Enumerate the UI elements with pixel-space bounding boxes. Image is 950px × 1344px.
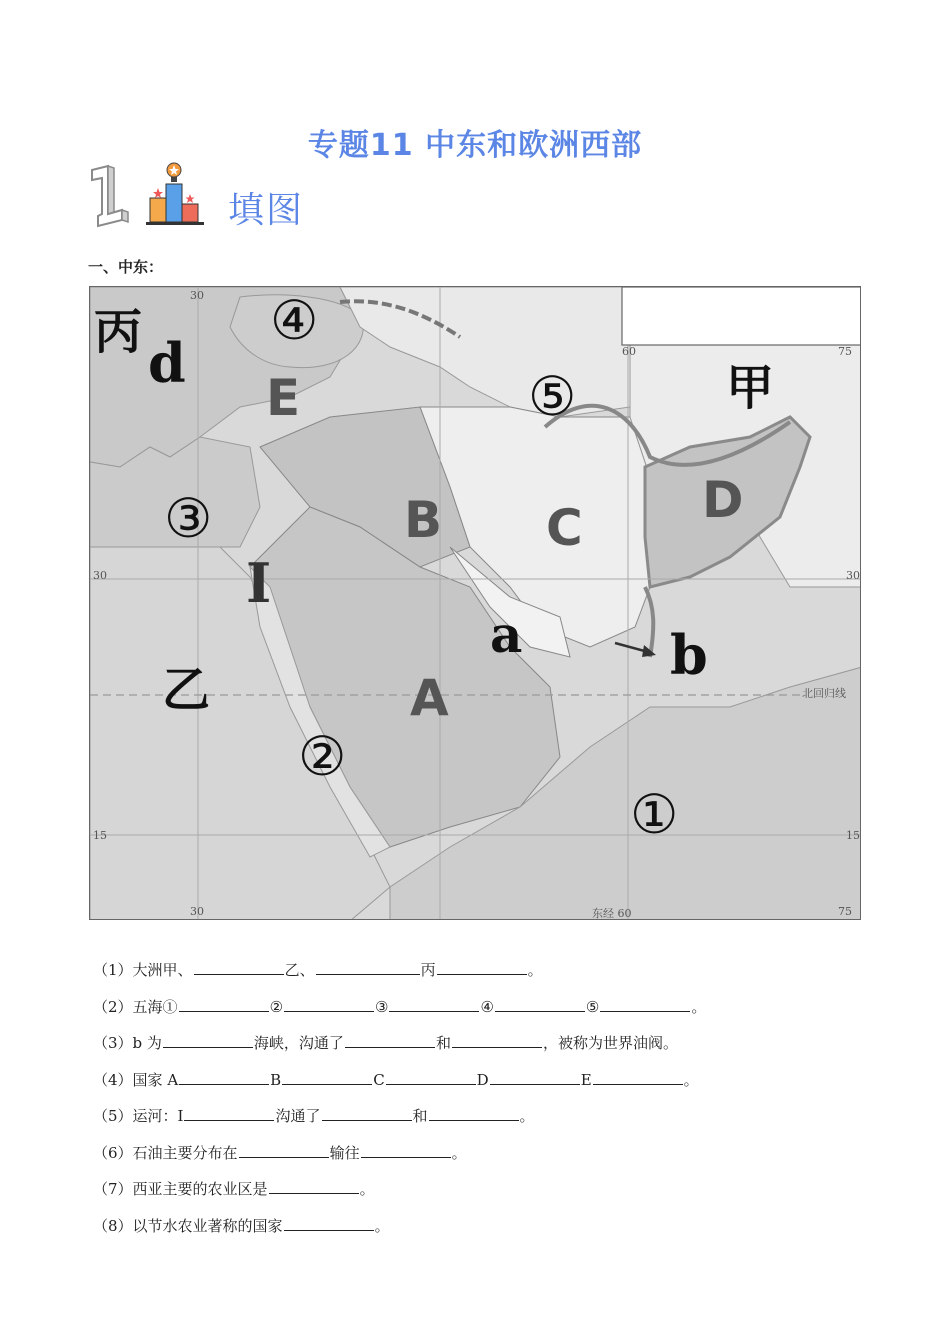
grid-label-bottom-75: 75 [838,905,852,918]
question-2: （2）五海① ② ③ ④ ⑤ 。 [93,997,707,1016]
answer-blank[interactable] [282,1069,372,1085]
grid-label-left-30: 30 [93,569,107,582]
answer-blank[interactable] [269,1178,359,1194]
grid-label-top-75: 75 [838,345,852,358]
subsection-heading: 一、中东： [88,258,164,276]
sea-label-1: ① [630,783,679,846]
grid-label-top-60: 60 [622,345,636,358]
question-6: （6）石油主要分布在 输往 。 [93,1143,467,1162]
question-4: （4）国家 A B C D E 。 [93,1070,699,1089]
answer-blank[interactable] [490,1069,580,1085]
answer-blank[interactable] [179,996,269,1012]
answer-blank[interactable] [389,996,479,1012]
number-1-icon [88,164,132,228]
section-header [88,160,348,230]
country-label-d: D [702,471,744,529]
answer-blank[interactable] [179,1069,269,1085]
sea-label-3: ③ [164,487,213,550]
answer-blank[interactable] [322,1105,412,1121]
grid-label-left-15: 15 [93,829,107,842]
answer-blank[interactable] [284,996,374,1012]
answer-blank[interactable] [361,1142,451,1158]
canal-label-i: I [246,551,272,615]
continent-label-jia: 甲 [726,360,775,416]
answer-blank[interactable] [437,959,527,975]
continent-label-bing: 丙 [94,304,143,360]
question-list [93,958,873,1250]
page-title: 专题11 中东和欧洲西部 [307,128,643,163]
answer-blank[interactable] [345,1032,435,1048]
trophy-bar-chart-icon [144,160,208,228]
answer-blank[interactable] [495,996,585,1012]
answer-blank[interactable] [184,1105,274,1121]
grid-label-top-30: 30 [190,289,204,302]
country-label-c: C [546,499,583,557]
grid-label-right-15: 15 [846,829,860,842]
point-label-d: d [148,331,186,395]
answer-blank[interactable] [163,1032,253,1048]
question-1: （1）大洲甲、 乙、 丙 。 [93,961,543,979]
point-label-a: a [490,605,523,664]
sea-label-2: ② [298,725,347,788]
answer-blank[interactable] [386,1069,476,1085]
middle-east-map [89,286,861,920]
question-5: （5）运河：I 沟通了 和 。 [93,1107,535,1125]
answer-blank[interactable] [239,1142,329,1158]
answer-blank[interactable] [284,1215,374,1231]
sea-label-5: ⑤ [528,365,577,428]
country-label-b: B [404,491,443,549]
continent-label-yi: 乙 [162,662,211,718]
answer-blank[interactable] [600,996,690,1012]
question-8: （8）以节水农业著称的国家 。 [93,1216,390,1235]
tropic-of-cancer-label: 北回归线 [802,687,846,700]
grid-label-bottom-30: 30 [190,905,204,918]
grid-label-bottom-60: 东经 60 [592,907,632,920]
country-label-a: A [410,669,449,727]
answer-blank[interactable] [429,1105,519,1121]
question-7: （7）西亚主要的农业区是 。 [93,1180,375,1198]
sea-label-4: ④ [270,289,319,352]
grid-label-right-30: 30 [846,569,860,582]
answer-blank[interactable] [316,959,420,975]
answer-blank[interactable] [452,1032,542,1048]
section-label: 填图 [228,190,305,231]
question-3: （3）b 为 海峡，沟通了 和 ，被称为世界油阀。 [93,1034,678,1052]
strait-label-b: b [670,623,708,687]
country-label-e: E [266,369,301,427]
answer-blank[interactable] [593,1069,683,1085]
answer-blank[interactable] [194,959,284,975]
